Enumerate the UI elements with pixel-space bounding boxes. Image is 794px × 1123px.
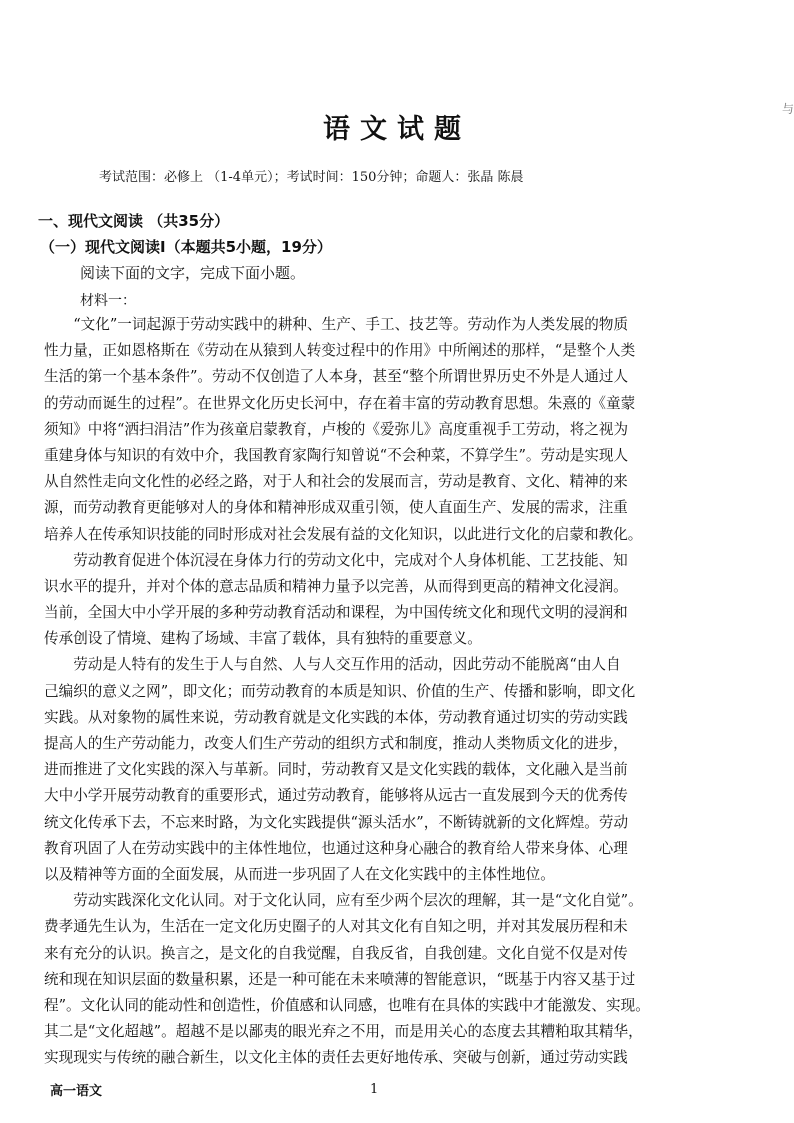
passage-line: 从自然性走向文化性的必经之路，对于人和社会的发展而言，劳动是教育、文化、精神的来 — [44, 473, 628, 491]
passage-line: 劳动是人特有的发生于人与自然、人与人交互作用的活动，因此劳动不能脱离“由人自 — [44, 656, 621, 674]
passage-line: 须知》中将“洒扫涓洁”作为孩童启蒙教育，卢梭的《爱弥儿》高度重视手工劳动，将之视为 — [44, 420, 629, 438]
passage-line: 大中小学开展劳动教育的重要形式，通过劳动教育，能够将从远古一直发展到今天的优秀传 — [44, 787, 628, 805]
passage-line: 以及精神等方面的全面发展，从而进一步巩固了人在文化实践中的主体性地位。 — [44, 865, 555, 883]
material-label: 材料一： — [80, 293, 136, 309]
passage-line: 源，而劳动教育更能够对人的身体和精神形成双重引领，使人直面生产、发展的需求，注重 — [44, 499, 628, 517]
passage-line: 的劳动而诞生的过程”。在世界文化历史长河中，存在着丰富的劳动教育思想。朱熹的《童蒙 — [44, 394, 636, 412]
passage-line: 性力量，正如恩格斯在《劳动在从猿到人转变过程中的作用》中所阐述的那样，“是整个人类 — [44, 342, 636, 360]
passage-line: 传承创设了情境、建构了场域、丰富了载体，具有独特的重要意义。 — [44, 630, 482, 648]
passage-line: 实现现实与传统的融合新生，以文化主体的责任去更好地传承、突破与创新，通过劳动实践 — [44, 1049, 628, 1067]
passage-line: 费孝通先生认为，生活在一定文化历史圈子的人对其文化有自知之明，并对其发展历程和未 — [44, 918, 628, 936]
footer-subject: 高一语文 — [50, 1084, 103, 1099]
passage-line: 来有充分的认识。换言之，是文化的自我觉醒，自我反省，自我创建。文化自觉不仅是对传 — [44, 944, 628, 962]
passage-line: 重建身体与知识的有效中介，我国教育家陶行知曾说“不会种菜，不算学生”。劳动是实现人 — [44, 446, 629, 464]
passage-body — [44, 312, 704, 1071]
passage-line: “文化”一词起源于劳动实践中的耕种、生产、手工、技艺等。劳动作为人类发展的物质 — [44, 316, 629, 333]
passage-line: 培养人在传承知识技能的同时形成对社会发展有益的文化知识，以此进行文化的启蒙和教化。 — [44, 525, 643, 543]
corner-mark: 与 — [781, 102, 794, 116]
passage-line: 程”。文化认同的能动性和创造性，价值感和认同感，也唯有在具体的实践中才能激发、实现。 — [44, 996, 650, 1014]
passage-line: 实践。从对象物的属性来说，劳动教育就是文化实践的本体，劳动教育通过切实的劳动实践 — [44, 708, 628, 726]
page-title: 语文试题 — [323, 114, 471, 145]
passage-line: 统文化传承下去，不忘来时路，为文化实践提供“源头活水”，不断铸就新的文化辉煌。劳动 — [44, 813, 629, 831]
passage-line: 进而推进了文化实践的深入与革新。同时，劳动教育又是文化实践的载体，文化融入是当前 — [44, 761, 628, 779]
passage-line: 提高人的生产劳动能力，改变人们生产劳动的组织方式和制度，推动人类物质文化的进步， — [44, 735, 628, 752]
passage-line: 生活的第一个基本条件”。劳动不仅创造了人本身，甚至“整个所谓世界历史不外是人通过人 — [44, 368, 629, 386]
passage-line: 统和现在知识层面的数量积累，还是一种可能在未来喷薄的智能意识，“既基于内容又基于过 — [44, 970, 636, 988]
passage-line: 当前，全国大中小学开展的多种劳动教育活动和课程，为中国传统文化和现代文明的浸润和 — [44, 604, 628, 622]
exam-meta: 考试范围：必修上 （1-4单元）；考试时间：150分钟；命题人：张晶 陈晨 — [99, 170, 524, 185]
page-number: 1 — [370, 1082, 379, 1097]
section-heading: 一、现代文阅读 （共35分） — [38, 212, 230, 230]
passage-line: 劳动教育促进个体沉浸在身体力行的劳动文化中，完成对个人身体机能、工艺技能、知 — [44, 551, 628, 569]
passage-line: 劳动实践深化文化认同。对于文化认同，应有至少两个层次的理解，其一是“文化自觉”。 — [44, 892, 643, 910]
passage-line: 识水平的提升，并对个体的意志品质和精神力量予以完善，从而得到更高的精神文化浸润。 — [44, 577, 628, 595]
passage-line: 其二是“文化超越”。超越不是以鄙夷的眼光弃之不用，而是用关心的态度去其糟粕取其精华， — [44, 1023, 643, 1041]
instruction-text: 阅读下面的文字，完成下面小题。 — [80, 264, 306, 282]
passage-line: 教育巩固了人在劳动实践中的主体性地位，也通过这种身心融合的教育给人带来身体、心理 — [44, 839, 628, 857]
subsection-heading: （一）现代文阅读Ⅰ（本题共5小题，19分） — [40, 238, 332, 256]
passage-line: 己编织的意义之网”，即文化；而劳动教育的本质是知识、价值的生产、传播和影响，即文化 — [44, 682, 636, 700]
